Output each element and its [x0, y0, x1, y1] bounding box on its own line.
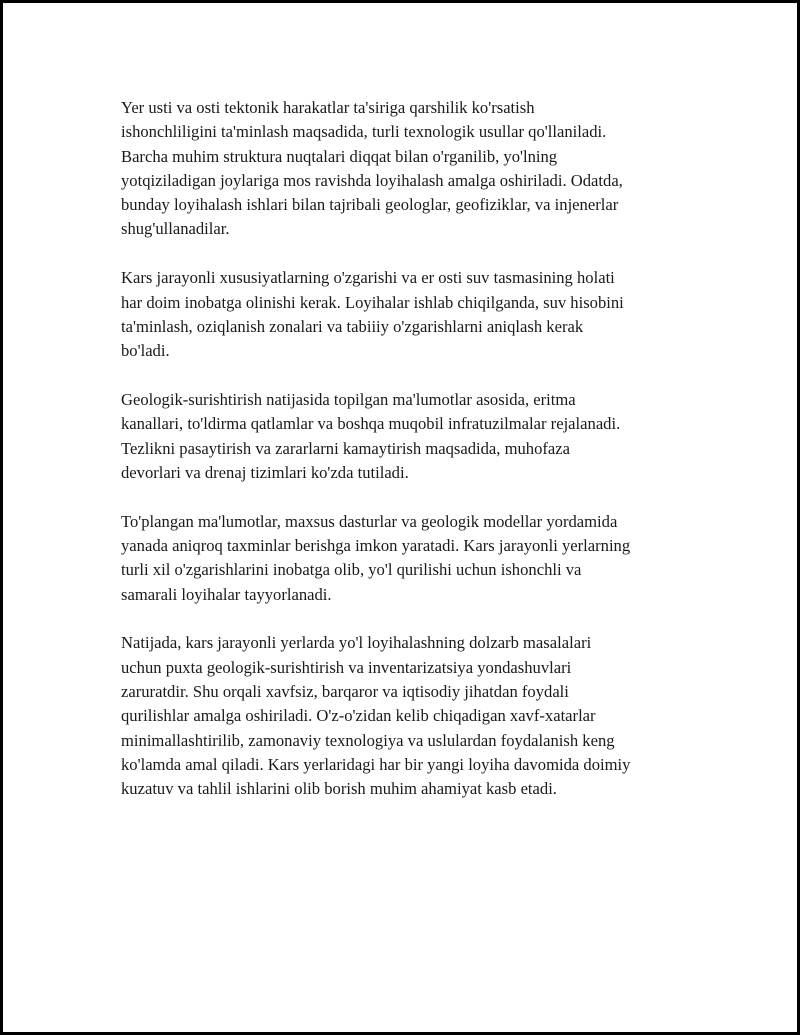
text-line: ta'minlash, oziqlanish zonalari va tabiiiy o'zgarishlarni aniqlash kerak — [121, 316, 584, 336]
text-line: turli xil o'zgarishlarini inobatga olib, yo'l qurilishi uchun ishonchli va — [121, 560, 582, 580]
text-line: yanada aniqroq taxminlar berishga imkon yaratadi. Kars jarayonli yerlarning — [121, 535, 631, 555]
text-line: devorlari va drenaj tizimlari ko'zda tutiladi. — [121, 462, 409, 482]
text-line: Tezlikni pasaytirish va zararlarni kamaytirish maqsadida, muhofaza — [121, 438, 571, 458]
text-line: har doim inobatga olinishi kerak. Loyihalar ishlab chiqilganda, suv hisobini — [121, 292, 624, 312]
text-line: kuzatuv va tahlil ishlarini olib borish muhim ahamiyat kasb etadi. — [121, 779, 557, 799]
text-line: Barcha muhim struktura nuqtalari diqqat bilan o'rganilib, yo'lning — [121, 146, 558, 166]
text-line: qurilishlar amalga oshiriladi. O'z-o'zidan kelib chiqadigan xavf-xatarlar — [121, 706, 596, 726]
paragraph-3 — [121, 388, 696, 485]
document-body — [121, 96, 696, 826]
text-line: Kars jarayonli xususiyatlarning o'zgarishi va er osti suv tasmasining holati — [121, 268, 615, 288]
text-line: kanallari, to'ldirma qatlamlar va boshqa muqobil infratuzilmalar rejalanadi. — [121, 414, 621, 434]
text-line: uchun puxta geologik-surishtirish va inventarizatsiya yondashuvlari — [121, 657, 572, 677]
text-line: ko'lamda amal qiladi. Kars yerlaridagi har bir yangi loyiha davomida doimiy — [121, 754, 631, 774]
paragraph-2 — [121, 266, 696, 363]
text-line: Yer usti va osti tektonik harakatlar ta'siriga qarshilik ko'rsatish — [121, 98, 535, 117]
text-line: To'plangan ma'lumotlar, maxsus dasturlar va geologik modellar yordamida — [121, 511, 618, 531]
text-line: Geologik-surishtirish natijasida topilgan ma'lumotlar asosida, eritma — [121, 389, 576, 409]
text-line: Natijada, kars jarayonli yerlarda yo'l loyihalashning dolzarb masalalari — [121, 633, 592, 653]
text-line: shug'ullanadilar. — [121, 219, 230, 239]
paragraph-1 — [121, 96, 696, 242]
paragraph-5 — [121, 631, 696, 801]
paragraph-4 — [121, 510, 696, 607]
text-line: zaruratdir. Shu orqali xavfsiz, barqaror va iqtisodiy jihatdan foydali — [121, 681, 569, 701]
text-line: bo'ladi. — [121, 341, 170, 361]
text-line: minimallashtirilib, zamonaviy texnologiya va uslulardan foydalanish keng — [121, 730, 615, 750]
text-line: yotqiziladigan joylariga mos ravishda loyihalash amalga oshiriladi. Odatda, — [121, 170, 623, 190]
text-line: ishonchliligini ta'minlash maqsadida, turli texnologik usullar qo'llaniladi. — [121, 122, 607, 142]
text-line: samarali loyihalar tayyorlanadi. — [121, 584, 332, 604]
text-line: bunday loyihalash ishlari bilan tajribali geologlar, geofiziklar, va injenerlar — [121, 195, 619, 215]
